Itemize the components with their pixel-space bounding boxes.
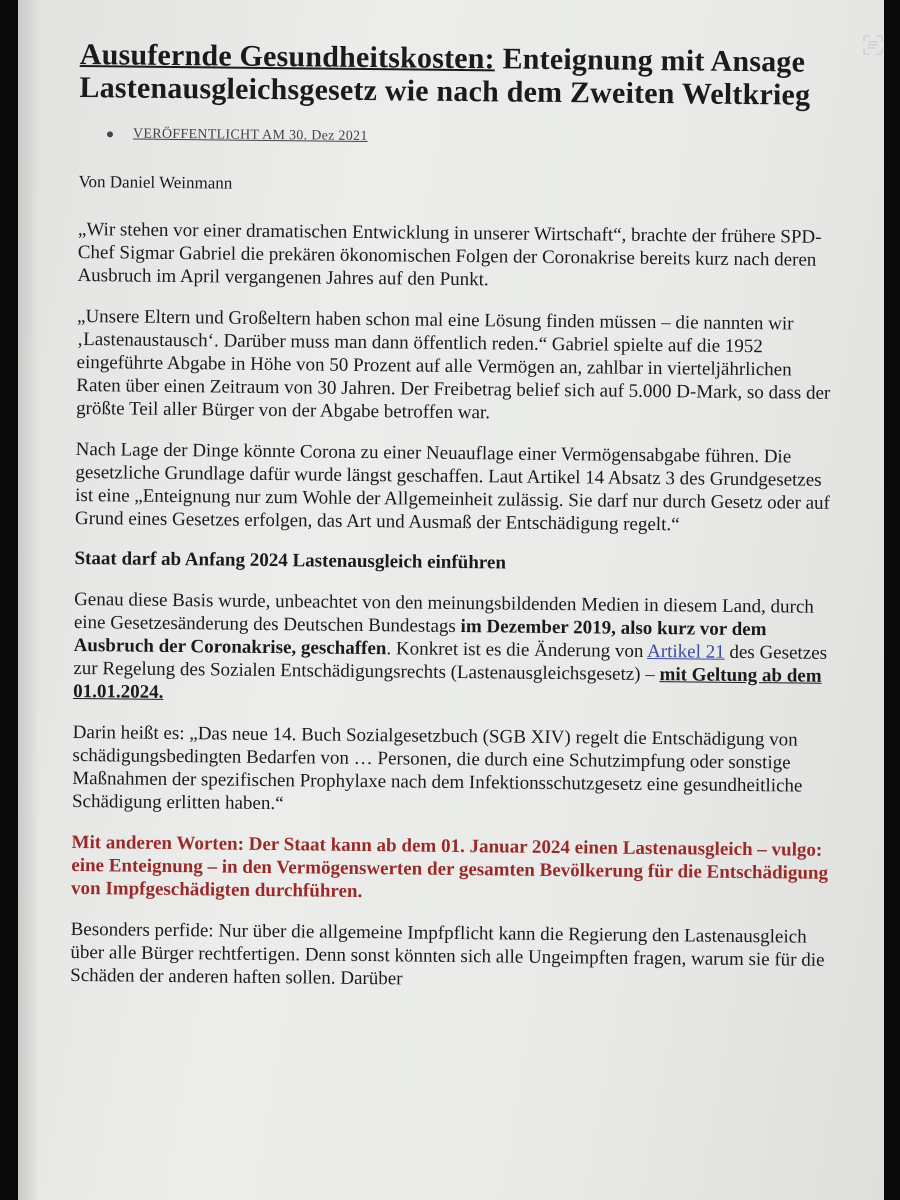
title-rest: Enteignung mit Ansage Lastenausgleichsgesetz wie nach dem Zweiten Weltkrieg [79,42,811,112]
author-line: Von Daniel Weinmann [78,171,233,193]
paragraph-7: Besonders perfide: Nur über die allgemeine Impfpflicht kann die Regierung den Lastenausgleich über alle Bürger rechtfertigen. Denn sonst könnten sich alle Ungeimpften fragen, warum sie für die Schäden der anderen haften sollen. Darüber [70,918,825,990]
paragraph-1: „Wir stehen vor einer dramatischen Entwicklung in unserer Wirtschaft“, brachte der frühere SPD-Chef Sigmar Gabriel die prekären ökonomischen Folgen der Coronakrise bereits kurz nach deren Ausbruch im April vergangenen Jahres auf den Punkt. [77,218,822,291]
p4-bold-underlined: mit Geltung ab dem 01.01.2024. [73,664,822,703]
bullet-icon [107,131,113,137]
paragraph-2: „Unsere Eltern und Großeltern haben schon mal eine Lösung finden müssen – die nannten wir ‚Lastenaustausch‘. Darüber muss man dann öffentlich reden.“ Gabriel spielte auf die 1952 eingeführte Abgabe in Höhe von 50 Prozent auf alle Vermögen an, zahlbar in vierteljährlichen Raten über einen Zeitraum von 30 Jahren. Der Freibetrag belief sich auf 5.000 D-Mark, so dass der größte Teil aller Bürger von der Abgabe betroffen war. [76,305,831,424]
paragraph-5: Darin heißt es: „Das neue 14. Buch Sozialgesetzbuch (SGB XIV) regelt die Entschädigung von schädigungsbedingten Bedarfen von … Personen, die durch eine Schutzimpfung oder sonstige Maßnahmen der spezifischen Prophylaxe nach dem Infektionsschutzgesetz eine gesundheitliche Schädigung erlitten haben.“ [71,721,803,815]
article [70,38,840,1013]
p4-text-a: Genau diese Basis wurde, unbeachtet von den meinungsbildenden Medien in diesem Land, durch eine Gesetzesänderung des Deutschen Bundestags [73,588,814,638]
section-heading: Staat darf ab Anfang 2024 Lastenausgleich einführen [74,547,507,574]
p4-text-c: . Konkret ist es die Änderung von [386,638,648,662]
paragraph-3: Nach Lage der Dinge könnte Corona zu einer Neuauflage einer Vermögensabgabe führen. Die gesetzliche Grundlage dafür wurde längst geschaffen. Laut Artikel 14 Absatz 3 des Grundgesetzes ist eine „Enteignung nur zum Wohle der Allgemeinheit zulässig. Sie darf nur durch Gesetz oder auf Grund eines Gesetzes erfolgen, das Art und Ausmaß der Entschädigung regelt.“ [74,438,831,536]
title-underlined-part: Ausufernde Gesundheitskosten: [79,38,496,76]
article-title [79,38,840,112]
document-photo [18,0,884,1200]
paragraph-4 [73,588,834,711]
paper-edge-shadow [18,0,40,1200]
published-row [107,126,839,150]
artikel-21-link[interactable]: Artikel 21 [646,640,725,663]
text-scan-icon[interactable] [862,34,884,56]
published-date-link[interactable]: VERÖFFENTLICHT AM 30. Dez 2021 [132,126,368,145]
p4-bold-date: im Dezember 2019, also kurz vor dem Ausbruch der Coronakrise, geschaffen [73,616,767,660]
highlight-paragraph: Mit anderen Worten: Der Staat kann ab dem 01. Januar 2024 einen Lastenausgleich – vulgo: eine Enteignung – in den Vermögenswerten der gesamten Bevölkerung für die Entschädigung von Impfgeschädigten durchführen. [70,831,829,903]
p4-text-d: des Gesetzes zur Regelung des Sozialen Entschädigungsrechts (Lastenausgleichsgesetz) – [73,641,828,686]
